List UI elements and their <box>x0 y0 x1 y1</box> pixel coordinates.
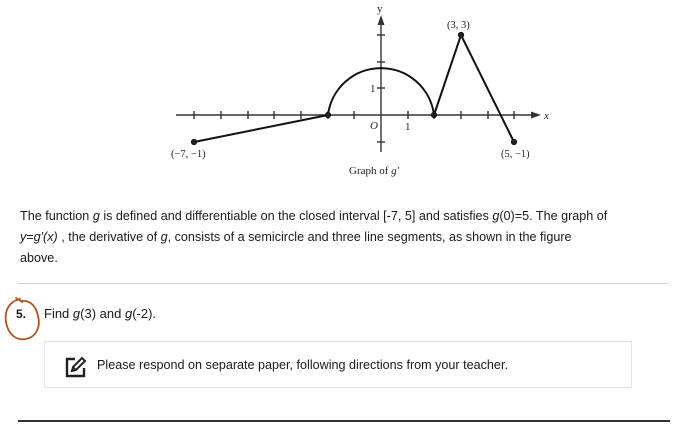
graph-of-g-prime <box>0 0 677 190</box>
x-axis-label: x <box>544 110 549 122</box>
intro-line-2: y=g′(x) , the derivative of g, consists of a semicircle and three line segments, as shown in the figure <box>20 230 572 244</box>
y-axis-arrow-icon <box>378 15 385 25</box>
point-label-left: (−7, −1) <box>171 149 206 160</box>
edit-icon <box>64 355 88 379</box>
question-number: 5. <box>16 307 27 321</box>
problem-intro <box>20 206 670 269</box>
y-axis <box>377 22 385 152</box>
graph-caption: Graph of g′ <box>349 165 400 177</box>
graph-figure <box>0 0 677 190</box>
origin-label: O <box>370 120 378 132</box>
question-5 <box>0 296 677 336</box>
intro-line-1: The function g is defined and differentiable on the closed interval [-7, 5] and satisfies g(0)=5. The graph of <box>20 209 608 223</box>
x-axis <box>176 111 533 119</box>
x-axis-arrow-icon <box>531 112 541 119</box>
y-axis-label: y <box>377 3 383 15</box>
y-tick-label-1: 1 <box>370 83 376 95</box>
section-divider <box>18 283 668 284</box>
question-text: Find g(3) and g(-2). <box>44 306 157 321</box>
x-tick-label-1: 1 <box>405 121 411 133</box>
intro-line-3: above. <box>20 251 58 265</box>
bottom-rule <box>18 420 670 422</box>
response-instructions-box <box>44 341 632 388</box>
response-instructions-text: Please respond on separate paper, following directions from your teacher. <box>97 358 508 372</box>
point-label-peak: (3, 3) <box>447 20 470 31</box>
point-label-right: (5, −1) <box>501 149 530 160</box>
g-prime-curve <box>194 35 514 142</box>
